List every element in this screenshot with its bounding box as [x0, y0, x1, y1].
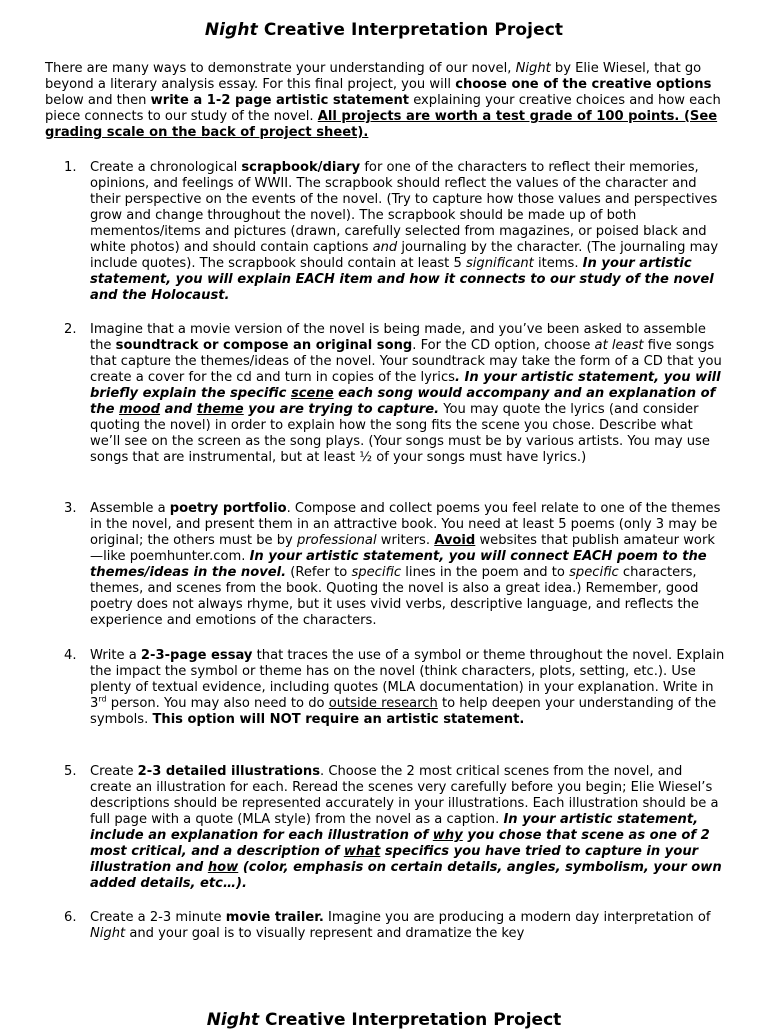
option-text-run: websites that publish amateur work—like poemhunter.com. [90, 533, 715, 564]
option-text-run: items. [533, 256, 583, 271]
option-statement-requirement: In your artistic statement, you will explain EACH item and how it connects to our study of the novel and the Holocaust. [90, 256, 714, 303]
option-item-2 [64, 322, 726, 466]
intro-novel-name: Night [515, 61, 551, 76]
option-text-run: that traces the use of a symbol or theme throughout the novel. Explain the impact the symbol or theme has on the novel (think characters, plots, setting, etc.). Use plenty of textual evidence, including quotes (MLA documentation) in your explanation. Write in 3 [90, 648, 725, 711]
option-number: 1. [64, 160, 77, 175]
option-text-run: significant [465, 256, 534, 271]
option-statement-requirement: (color, emphasis on certain details, angles, symbolism, your own added details, etc…). [90, 860, 722, 891]
option-text-run: specific [351, 565, 402, 580]
option-statement-requirement: scene [290, 386, 334, 401]
option-keyword: soundtrack or compose an original song [115, 338, 413, 353]
option-statement-requirement: theme [196, 402, 244, 417]
option-item-5 [64, 764, 726, 892]
option-keyword: movie trailer. [225, 910, 324, 925]
option-text-run: at least [594, 338, 644, 353]
option-text-run: characters, themes, and scenes from the book. Quoting the novel is also a great idea.) Remember, good poetry does not always rhyme, but it uses vivid verbs, descriptive language, and reflects the experience and emotions of the characters. [90, 565, 699, 628]
option-text-run: professional [296, 533, 377, 548]
option-text-run: lines in the poem and to [401, 565, 570, 580]
option-text [90, 764, 726, 892]
option-statement-requirement: mood [119, 402, 161, 417]
intro-emphasis: choose one of the creative options [455, 77, 712, 92]
option-text-run: outside research [328, 696, 438, 711]
option-text-run: (Refer to [286, 565, 352, 580]
page-title [0, 20, 768, 40]
option-number: 6. [64, 910, 77, 925]
option-text-run: You may quote the lyrics (and consider quoting the novel) in order to explain how the song fits the scene you chose. Describe what we’ll see on the screen as the song plays. (Your songs must be by various artists. You may use songs that are instrumental, but at least ½ of your songs must have lyrics.) [90, 402, 710, 465]
next-page-title-novel: Night [206, 1010, 260, 1030]
option-number: 3. [64, 501, 77, 516]
option-number: 2. [64, 322, 77, 337]
option-text [90, 322, 726, 466]
option-keyword: poetry portfolio [169, 501, 287, 516]
option-text-run: Create a chronological [90, 160, 242, 175]
option-statement-requirement: . In your artistic statement, you will briefly explain the specific [90, 370, 721, 401]
option-text [90, 160, 726, 304]
option-statement-requirement: specifics you have tried to capture in your illustration and [90, 844, 699, 875]
option-text-run: . Choose the 2 most critical scenes from the novel, and create an illustration for each. Reread the scenes very carefully before you begin; Elie Wiesel’s descriptions should be represented accurately in your illustrations. Each illustration should be a full page with a quote (MLA style) from the novel as a caption. [90, 764, 719, 827]
option-statement-requirement: and [160, 402, 197, 417]
intro-emphasis: write a 1-2 page artistic statement [150, 93, 410, 108]
option-text [90, 648, 726, 728]
option-text [90, 910, 726, 942]
option-keyword: Avoid [434, 533, 476, 548]
option-text-run: Imagine that a movie version of the novel is being made, and you’ve been asked to assemble the [90, 322, 706, 353]
option-text-run: journaling by the character. (The journaling may include quotes). The scrapbook should contain at least 5 [90, 240, 719, 271]
option-text-run: rd [98, 694, 107, 704]
option-text-run: person. You may also need to do [106, 696, 329, 711]
option-text-run: specific [569, 565, 619, 580]
option-statement-requirement: In your artistic statement, include an explanation for each illustration of [90, 812, 699, 843]
option-number: 4. [64, 648, 77, 663]
option-keyword: scrapbook/diary [241, 160, 361, 175]
option-statement-requirement: what [343, 844, 381, 859]
title-novel-name: Night [204, 20, 258, 40]
option-text-run: for one of the characters to reflect their memories, opinions, and feelings of WWII. The scrapbook should reflect the values of the character and their perspective on the events of the novel. (Try to capture how those values and perspectives grow and change throughout the novel). The scrapbook should be made up of both mementos/items and pictures (drawn, carefully selected from magazines, or poised black and white photos) and should contain captions [90, 160, 718, 255]
option-text-run: . For the CD option, choose [412, 338, 595, 353]
option-text-run: writers. [376, 533, 435, 548]
option-item-1 [64, 160, 726, 304]
title-rest: Creative Interpretation Project [257, 20, 564, 40]
option-text-run: Create a 2-3 minute [90, 910, 226, 925]
option-text-run: to help deepen your understanding of the symbols. [90, 696, 717, 727]
intro-paragraph [45, 61, 727, 141]
option-text [90, 501, 726, 629]
option-statement-requirement: In your artistic statement, you will connect EACH poem to the themes/ideas in the novel. [90, 549, 707, 580]
option-text-run: Write a [90, 648, 141, 663]
option-statement-requirement: you chose that scene as one of 2 most critical, and a description of [90, 828, 710, 859]
next-page-title [0, 1010, 768, 1030]
option-keyword: 2-3-page essay [140, 648, 253, 663]
intro-text: by Elie Wiesel, that go beyond a literary analysis essay. For this final project, you will [45, 61, 702, 92]
intro-text: explaining your creative choices and how each piece connects to our study of the novel. [45, 93, 721, 124]
option-item-3 [64, 501, 726, 629]
option-text-run: and your goal is to visually represent and dramatize the key [125, 926, 525, 941]
option-keyword: This option will NOT require an artistic statement. [152, 712, 525, 727]
intro-text: There are many ways to demonstrate your understanding of our novel, [45, 61, 516, 76]
option-item-6 [64, 910, 726, 942]
option-text-run: Imagine you are producing a modern day interpretation of [323, 910, 711, 925]
option-keyword: 2-3 detailed illustrations [137, 764, 321, 779]
option-statement-requirement: each song would accompany and an explanation of the [90, 386, 716, 417]
option-statement-requirement: you are trying to capture. [243, 402, 440, 417]
option-statement-requirement: why [432, 828, 463, 843]
option-statement-requirement: how [207, 860, 239, 875]
next-page-title-rest: Creative Interpretation Project [259, 1010, 562, 1030]
intro-grading-note: All projects are worth a test grade of 100 points. (See grading scale on the back of project sheet). [45, 109, 718, 140]
option-text-run: Assemble a [90, 501, 170, 516]
option-item-4 [64, 648, 726, 728]
option-text-run: and [372, 240, 398, 255]
option-text-run: Create [90, 764, 138, 779]
option-text-run: . Compose and collect poems you feel relate to one of the themes in the novel, and present them in an attractive book. You need at least 5 poems (only 3 may be original; the others must be by [90, 501, 721, 548]
option-number: 5. [64, 764, 77, 779]
intro-text: below and then [45, 93, 151, 108]
option-text-run: five songs that capture the themes/ideas of the novel. Your soundtrack may take the form of a CD that you create a cover for the cd and turn in copies of the lyrics [90, 338, 722, 385]
option-text-run: Night [90, 926, 126, 941]
